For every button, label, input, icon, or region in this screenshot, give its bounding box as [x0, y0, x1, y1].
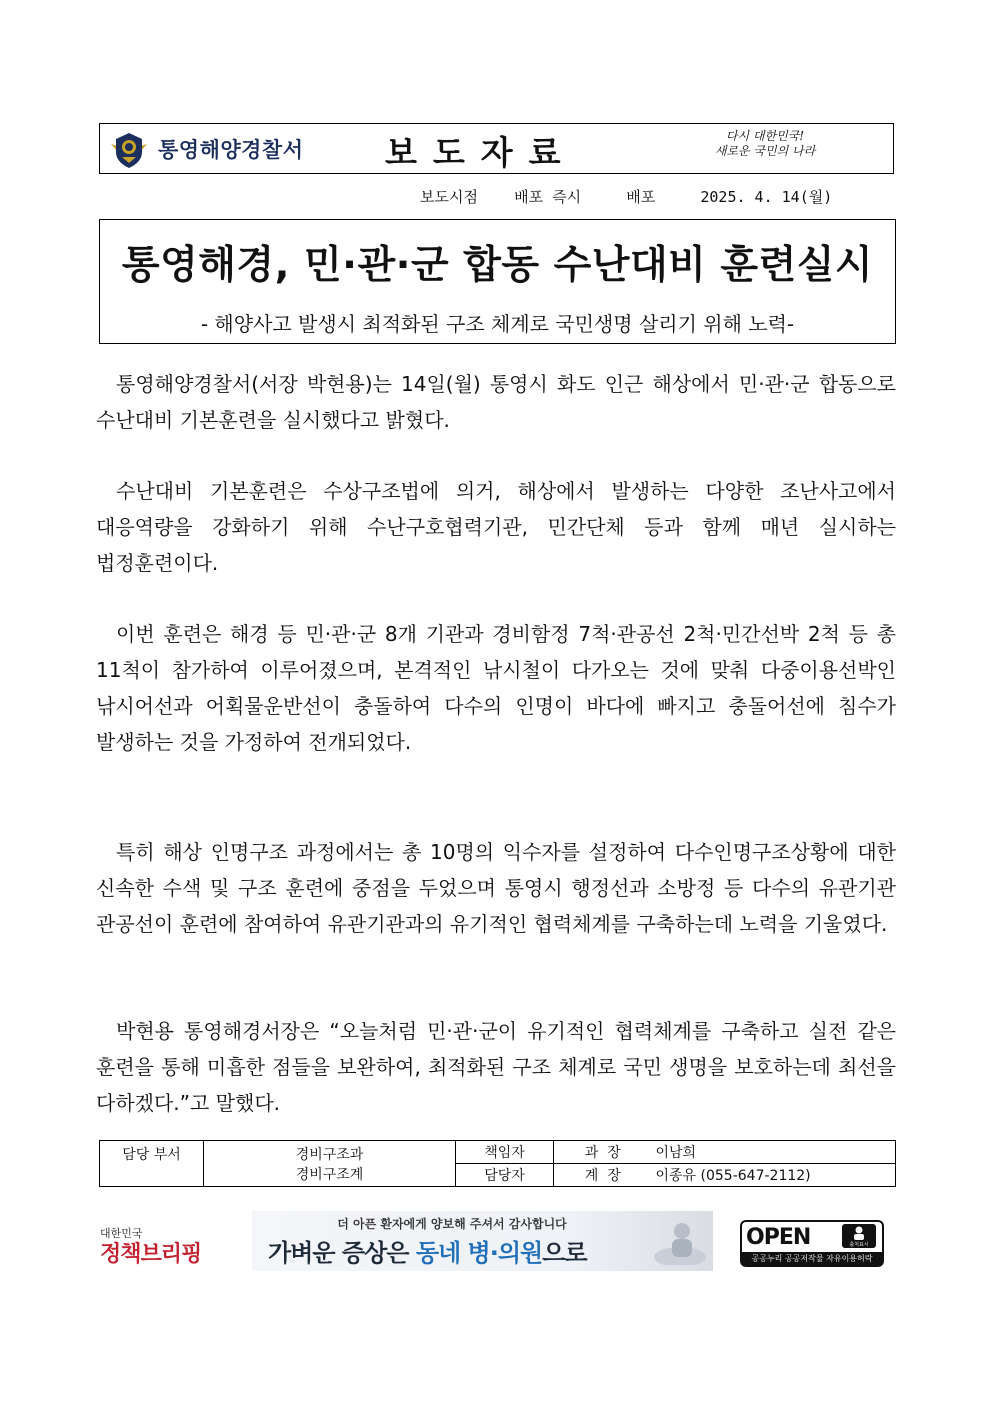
hospital-figure-icon [652, 1217, 708, 1265]
banner-main-c: 으로 [542, 1239, 587, 1267]
briefing-small-text: 대한민국 [100, 1227, 143, 1240]
banner-top-text: 더 아픈 환자에게 양보해 주셔서 감사합니다 [337, 1217, 567, 1231]
attribution-person-icon [842, 1224, 876, 1248]
name-cell: 이남희 [652, 1141, 896, 1164]
table-row [100, 1141, 896, 1164]
title-cell: 과 장 [554, 1141, 652, 1164]
briefing-main-text: 정책브리핑 [100, 1242, 202, 1267]
role-cell: 담당자 [456, 1164, 554, 1187]
subheadline: - 해양사고 발생시 최적화된 구조 체계로 국민생명 살리기 위해 노력- [200, 312, 795, 336]
title-box [99, 219, 896, 344]
release-timing: 보도시점 배포 즉시 배포 2025. 4. 14(월) [420, 188, 833, 206]
coast-guard-emblem-icon [109, 130, 149, 170]
dept-label: 담당 부서 [100, 1141, 204, 1187]
attribution-badge-text: 출처표시 [849, 1242, 869, 1248]
press-release-title: 보도자료 [385, 133, 577, 172]
body-paragraph-4: 특히 해상 인명구조 과정에서는 총 10명의 익수자를 설정하여 다수인명구조상황에 대한 신속한 수색 및 구조 훈련에 중점을 두었으며 통영시 행정선과 소방정 등 다수의 유관기관 관공선이 훈련에 참여하여 유관기관과의 유기적인 협력체계를 구축하는데 노력을 기울였다. [96, 840, 896, 936]
title-cell: 계 장 [554, 1164, 652, 1187]
dept-name-1: 경비구조과 [295, 1146, 364, 1163]
slogan [695, 129, 835, 159]
slogan-line-2: 새로운 국민의 나라 [714, 144, 816, 158]
dept-name-2: 경비구조계 [295, 1166, 364, 1183]
headline: 통영해경, 민·관·군 합동 수난대비 훈련실시 [121, 243, 874, 288]
body-paragraph-2: 수난대비 기본훈련은 수상구조법에 의거, 해상에서 발생하는 다양한 조난사고에서 대응역량을 강화하기 위해 수난구호협력기관, 민간단체 등과 함께 매년 실시하는 법정훈련이다. [96, 479, 896, 575]
campaign-banner [252, 1211, 713, 1271]
dept-cell [204, 1141, 456, 1187]
banner-main-highlight: 동네 병·의원 [415, 1239, 543, 1267]
agency-name: 통영해양경찰서 [158, 138, 304, 162]
role-cell: 책임자 [456, 1141, 554, 1164]
body-paragraph-5: 박현용 통영해경서장은 “오늘처럼 민·관·군이 유기적인 협력체계를 구축하고 실전 같은 훈련을 통해 미흡한 점들을 보완하여, 최적화된 구조 체계로 국민 생명을 보호하는데 최선을 다하겠다.”고 말했다. [96, 1019, 896, 1115]
name-cell: 이종유 (055-647-2112) [652, 1164, 896, 1187]
body-paragraph-1: 통영해양경찰서(서장 박현용)는 14일(월) 통영시 화도 인근 해상에서 민·관·군 합동으로 수난대비 기본훈련을 실시했다고 밝혔다. [96, 372, 896, 432]
policy-briefing-logo [100, 1225, 210, 1273]
open-text: OPEN [746, 1225, 811, 1250]
open-license-strip: 공공누리 공공저작물 자유이용허락 [742, 1252, 882, 1265]
banner-main-text [268, 1233, 587, 1268]
contact-table [99, 1140, 896, 1187]
kogl-open-license-logo [740, 1220, 884, 1267]
slogan-line-1: 다시 대한민국! [725, 129, 805, 143]
person-icon [842, 1224, 876, 1248]
body-paragraph-3: 이번 훈련은 해경 등 민·관·군 8개 기관과 경비함정 7척·관공선 2척·민간선박 2척 등 총 11척이 참가하여 이루어졌으며, 본격적인 낚시철이 다가오는 것에 맞춰 다중이용선박인 낚시어선과 어획물운반선이 충돌하여 다수의 인명이 바다에 빠지고 충돌어선에 침수가 발생하는 것을 가정하여 전개되었다. [96, 622, 896, 754]
banner-main-a: 가벼운 증상은 [268, 1239, 416, 1267]
press-header [99, 123, 894, 174]
